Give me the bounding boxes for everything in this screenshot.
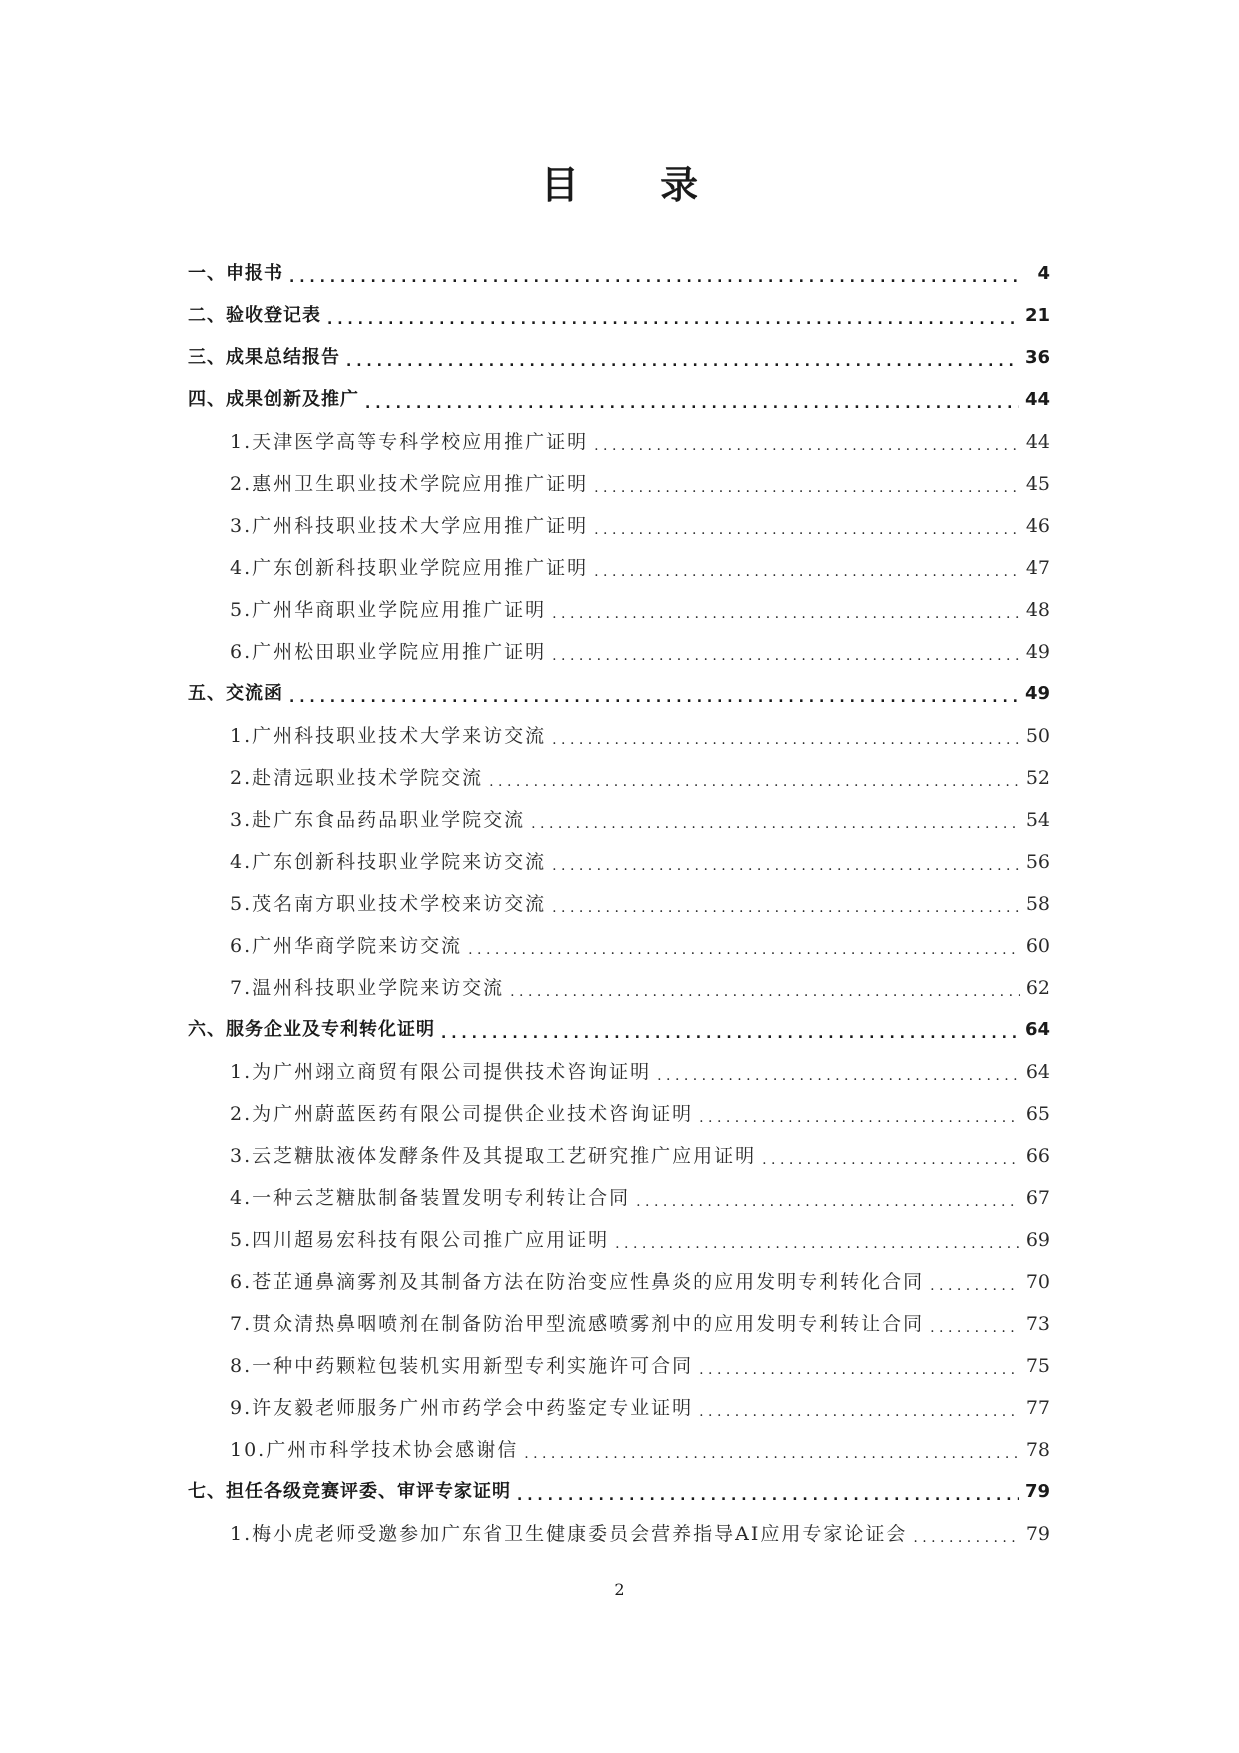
toc-subsection-entry (188, 1172, 1050, 1214)
toc-entry-label: 9.许友毅老师服务广州市药学会中药鉴定专业证明 (230, 1397, 694, 1419)
toc-entry-page: 36 (1024, 347, 1050, 368)
toc-entry-label: 4.广东创新科技职业学院来访交流 (230, 851, 547, 873)
toc-entry-label: 5.四川超易宏科技有限公司推广应用证明 (230, 1229, 610, 1251)
table-of-contents (188, 248, 1050, 1550)
toc-entry-page: 49 (1025, 641, 1050, 663)
toc-entry-label: 5.茂名南方职业技术学校来访交流 (230, 893, 547, 915)
toc-entry-label: 4.广东创新科技职业学院应用推广证明 (230, 557, 589, 579)
toc-entry-label: 二、验收登记表 (188, 305, 321, 326)
toc-entry-page: 44 (1025, 431, 1050, 453)
toc-entry-page: 49 (1024, 683, 1050, 704)
toc-entry-label: 8.一种中药颗粒包装机实用新型专利实施许可合同 (230, 1355, 694, 1377)
toc-entry-label: 1.广州科技职业技术大学来访交流 (230, 725, 547, 747)
toc-dot-leader (524, 1438, 1020, 1466)
toc-entry-label: 5.广州华商职业学院应用推广证明 (230, 599, 547, 621)
toc-dot-leader (699, 1102, 1020, 1130)
page-number: 2 (614, 1580, 625, 1599)
toc-entry-page: 75 (1025, 1355, 1050, 1377)
toc-dot-leader (913, 1522, 1019, 1550)
toc-dot-leader (552, 892, 1020, 920)
toc-subsection-entry (188, 962, 1050, 1004)
toc-section-entry (188, 1004, 1050, 1046)
toc-dot-leader (552, 724, 1020, 752)
toc-entry-label: 6.广州华商学院来访交流 (230, 935, 463, 957)
toc-subsection-entry (188, 836, 1050, 878)
toc-dot-leader (699, 1354, 1020, 1382)
toc-entry-page: 79 (1025, 1523, 1050, 1545)
toc-section-entry (188, 248, 1050, 290)
toc-subsection-entry (188, 710, 1050, 752)
toc-entry-label: 1.梅小虎老师受邀参加广东省卫生健康委员会营养指导AI应用专家论证会 (230, 1523, 908, 1545)
toc-dot-leader (699, 1396, 1020, 1424)
toc-entry-label: 1.为广州翊立商贸有限公司提供技术咨询证明 (230, 1061, 652, 1083)
toc-subsection-entry (188, 500, 1050, 542)
toc-entry-label: 一、申报书 (188, 263, 283, 284)
toc-entry-label: 6.苍芷通鼻滴雾剂及其制备方法在防治变应性鼻炎的应用发明专利转化合同 (230, 1271, 925, 1293)
toc-dot-leader (365, 388, 1019, 416)
toc-entry-page: 62 (1025, 977, 1050, 999)
toc-dot-leader (615, 1228, 1020, 1256)
toc-subsection-entry (188, 1046, 1050, 1088)
toc-subsection-entry (188, 1340, 1050, 1382)
toc-entry-label: 3.云芝糖肽液体发酵条件及其提取工艺研究推广应用证明 (230, 1145, 757, 1167)
toc-subsection-entry (188, 878, 1050, 920)
toc-dot-leader (517, 1480, 1019, 1508)
toc-subsection-entry (188, 752, 1050, 794)
toc-entry-page: 77 (1025, 1397, 1050, 1419)
toc-entry-page: 44 (1024, 389, 1050, 410)
toc-entry-page: 56 (1025, 851, 1050, 873)
toc-entry-page: 69 (1025, 1229, 1050, 1251)
toc-subsection-entry (188, 1298, 1050, 1340)
toc-entry-label: 4.一种云芝糖肽制备装置发明专利转让合同 (230, 1187, 631, 1209)
toc-entry-page: 46 (1025, 515, 1050, 537)
toc-subsection-entry (188, 1130, 1050, 1172)
toc-dot-leader (552, 598, 1020, 626)
toc-subsection-entry (188, 1256, 1050, 1298)
toc-entry-page: 64 (1025, 1061, 1050, 1083)
toc-entry-label: 2.为广州蔚蓝医药有限公司提供企业技术咨询证明 (230, 1103, 694, 1125)
toc-dot-leader (510, 976, 1020, 1004)
toc-dot-leader (594, 472, 1020, 500)
toc-subsection-entry (188, 1508, 1050, 1550)
toc-entry-label: 1.天津医学高等专科学校应用推广证明 (230, 431, 589, 453)
toc-subsection-entry (188, 1088, 1050, 1130)
toc-dot-leader (762, 1144, 1020, 1172)
toc-entry-page: 21 (1024, 305, 1050, 326)
toc-entry-page: 65 (1025, 1103, 1050, 1125)
toc-entry-label: 三、成果总结报告 (188, 347, 340, 368)
toc-subsection-entry (188, 542, 1050, 584)
toc-subsection-entry (188, 416, 1050, 458)
toc-subsection-entry (188, 584, 1050, 626)
toc-entry-label: 2.赴清远职业技术学院交流 (230, 767, 484, 789)
toc-entry-page: 67 (1025, 1187, 1050, 1209)
toc-dot-leader (489, 766, 1020, 794)
toc-section-entry (188, 1466, 1050, 1508)
toc-entry-label: 3.赴广东食品药品职业学院交流 (230, 809, 526, 831)
toc-dot-leader (289, 262, 1022, 290)
toc-dot-leader (441, 1018, 1019, 1046)
toc-subsection-entry (188, 794, 1050, 836)
toc-entry-label: 四、成果创新及推广 (188, 389, 359, 410)
toc-section-entry (188, 374, 1050, 416)
toc-dot-leader (552, 850, 1020, 878)
toc-dot-leader (930, 1312, 1020, 1340)
toc-dot-leader (531, 808, 1020, 836)
toc-entry-label: 六、服务企业及专利转化证明 (188, 1019, 435, 1040)
toc-entry-page: 52 (1025, 767, 1050, 789)
toc-subsection-entry (188, 626, 1050, 668)
toc-entry-page: 50 (1025, 725, 1050, 747)
toc-entry-page: 78 (1025, 1439, 1050, 1461)
toc-dot-leader (657, 1060, 1020, 1088)
toc-dot-leader (594, 556, 1020, 584)
toc-dot-leader (346, 346, 1019, 374)
toc-dot-leader (594, 514, 1020, 542)
toc-dot-leader (930, 1270, 1020, 1298)
toc-entry-page: 73 (1025, 1313, 1050, 1335)
toc-entry-label: 10.广州市科学技术协会感谢信 (230, 1439, 519, 1461)
toc-entry-label: 七、担任各级竞赛评委、审评专家证明 (188, 1481, 511, 1502)
toc-dot-leader (468, 934, 1020, 962)
toc-entry-page: 45 (1025, 473, 1050, 495)
toc-entry-page: 66 (1025, 1145, 1050, 1167)
toc-entry-page: 79 (1024, 1481, 1050, 1502)
toc-subsection-entry (188, 920, 1050, 962)
toc-entry-page: 64 (1024, 1019, 1050, 1040)
toc-entry-page: 48 (1025, 599, 1050, 621)
toc-entry-label: 7.贯众清热鼻咽喷剂在制备防治甲型流感喷雾剂中的应用发明专利转让合同 (230, 1313, 925, 1335)
toc-subsection-entry (188, 1424, 1050, 1466)
toc-subsection-entry (188, 1382, 1050, 1424)
toc-section-entry (188, 332, 1050, 374)
toc-entry-label: 2.惠州卫生职业技术学院应用推广证明 (230, 473, 589, 495)
page-title: 目 录 (540, 163, 733, 207)
toc-dot-leader (552, 640, 1020, 668)
toc-dot-leader (636, 1186, 1020, 1214)
toc-dot-leader (594, 430, 1020, 458)
toc-subsection-entry (188, 458, 1050, 500)
toc-section-entry (188, 290, 1050, 332)
toc-subsection-entry (188, 1214, 1050, 1256)
toc-entry-label: 五、交流函 (188, 683, 283, 704)
toc-entry-label: 6.广州松田职业学院应用推广证明 (230, 641, 547, 663)
toc-dot-leader (289, 682, 1019, 710)
toc-dot-leader (327, 304, 1019, 332)
toc-entry-label: 3.广州科技职业技术大学应用推广证明 (230, 515, 589, 537)
toc-entry-page: 47 (1025, 557, 1050, 579)
toc-section-entry (188, 668, 1050, 710)
toc-entry-page: 4 (1037, 263, 1050, 284)
toc-entry-page: 60 (1025, 935, 1050, 957)
toc-entry-page: 70 (1025, 1271, 1050, 1293)
toc-entry-page: 58 (1025, 893, 1050, 915)
toc-entry-page: 54 (1025, 809, 1050, 831)
toc-entry-label: 7.温州科技职业学院来访交流 (230, 977, 505, 999)
